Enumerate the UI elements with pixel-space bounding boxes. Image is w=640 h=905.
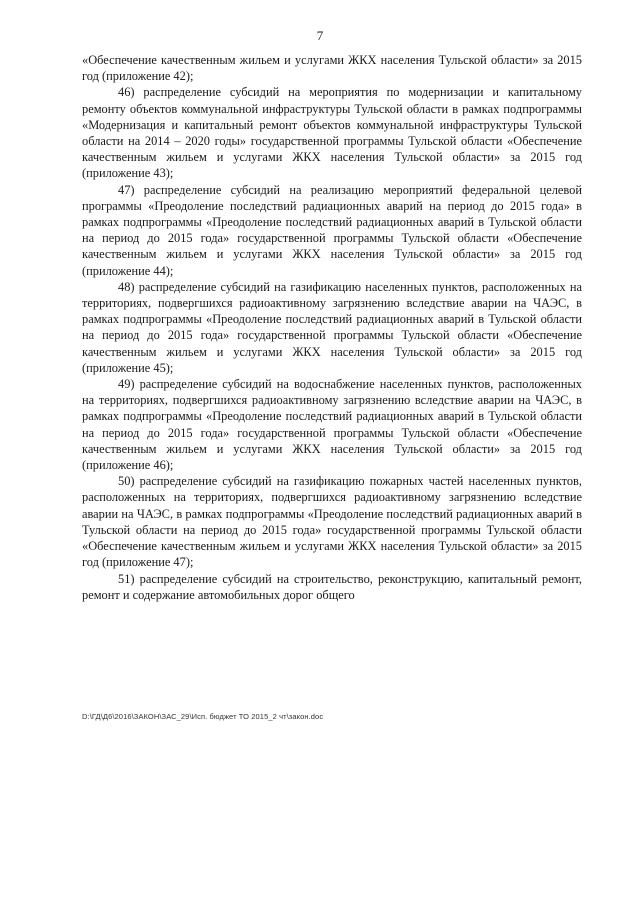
paragraph-item-47: 47) распределение субсидий на реализацию мероприятий федеральной целевой программы «Преодоление последствий радиационных аварий на период до 2015 года» в рамках подпрограммы «Преодоление последствий радиационных аварий в Тульской области на период до 2015 года» государственной программы Тульской области «Обеспечение качественным жильем и услугами ЖКХ населения Тульской области» за 2015 год (приложение 44); [82,182,582,278]
document-body [82,52,582,603]
paragraph-item-51: 51) распределение субсидий на строительство, реконструкцию, капитальный ремонт, ремонт и содержание автомобильных дорог общего [82,571,582,602]
page-number: 7 [316,28,324,43]
file-path-footer: D:\ГД\Д6\2016\ЗАКОН\ЗАС_29\Исп. бюджет ТО 2015_2 чт\закон.doc [82,712,324,721]
paragraph-item-46: 46) распределение субсидий на мероприятия по модернизации и капитальному ремонту объектов коммунальной инфраструктуры Тульской области в рамках подпрограммы «Модернизация и капитальный ремонт объектов коммунальной инфраструктуры Тульской области на 2014 – 2020 годы» государственной программы Тульской области «Обеспечение качественным жильем и услугами ЖКХ населения Тульской области» за 2015 год (приложение 43); [82,85,582,181]
paragraph-item-50: 50) распределение субсидий на газификацию пожарных частей населенных пунктов, расположенных на территориях, подвергшихся радиоактивному загрязнению вследствие аварии на ЧАЭС, в рамках подпрограммы «Преодоление последствий радиационных аварий в Тульской области на период до 2015 года» государственной программы Тульской области «Обеспечение качественным жильем и услугами ЖКХ населения Тульской области» за 2015 год (приложение 47); [82,474,582,570]
paragraph-continuation-42: «Обеспечение качественным жильем и услугами ЖКХ населения Тульской области» за 2015 год (приложение 42); [82,53,582,84]
paragraph-item-48: 48) распределение субсидий на газификацию населенных пунктов, расположенных на территориях, подвергшихся радиоактивному загрязнению вследствие аварии на ЧАЭС, в рамках подпрограммы «Преодоление последствий радиационных аварий в Тульской области на период до 2015 года» государственной программы Тульской области «Обеспечение качественным жильем и услугами ЖКХ населения Тульской области» за 2015 год (приложение 45); [82,279,582,375]
paragraph-item-49: 49) распределение субсидий на водоснабжение населенных пунктов, расположенных на территориях, подвергшихся радиоактивному загрязнению вследствие аварии на ЧАЭС, в рамках подпрограммы «Преодоление последствий радиационных аварий в Тульской области на период до 2015 года» государственной программы Тульской области «Обеспечение качественным жильем и услугами ЖКХ населения Тульской области» за 2015 год (приложение 46); [82,377,582,473]
